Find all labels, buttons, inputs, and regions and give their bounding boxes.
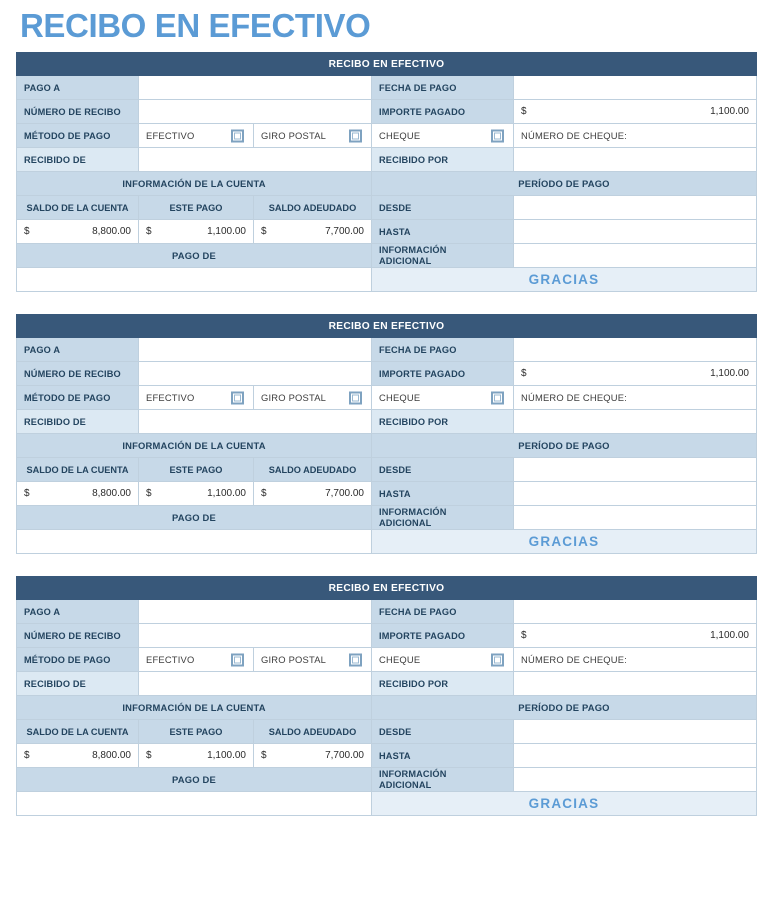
section-header-informacion-cuenta: INFORMACIÓN DE LA CUENTA <box>17 172 372 196</box>
value-saldo-adeudado[interactable] <box>254 744 372 768</box>
value-saldo-de-la-cuenta[interactable] <box>17 482 139 506</box>
option-giro-postal-label: GIRO POSTAL <box>261 654 327 665</box>
page-title: RECIBO EN EFECTIVO <box>20 7 371 44</box>
field-recibido-por[interactable] <box>514 148 757 172</box>
field-pago-a[interactable] <box>139 600 372 624</box>
receipt-banner <box>17 53 757 76</box>
section-header-periodo-de-pago: PERÍODO DE PAGO <box>372 696 757 720</box>
field-desde[interactable] <box>514 458 757 482</box>
field-informacion-adicional[interactable] <box>514 244 757 268</box>
label-pago-a: PAGO A <box>17 338 139 362</box>
label-numero-de-recibo: NÚMERO DE RECIBO <box>17 362 139 386</box>
column-saldo-adeudado: SALDO ADEUDADO <box>254 196 372 220</box>
row-account-columns <box>17 720 757 744</box>
field-desde[interactable] <box>514 196 757 220</box>
label-fecha-de-pago: FECHA DE PAGO <box>372 76 514 100</box>
row-section-headers <box>17 172 757 196</box>
option-efectivo-label: EFECTIVO <box>146 130 195 141</box>
row-recibido-de <box>17 410 757 434</box>
field-fecha-de-pago[interactable] <box>514 338 757 362</box>
option-cheque[interactable] <box>372 648 514 672</box>
row-account-values <box>17 220 757 244</box>
column-saldo-de-la-cuenta: SALDO DE LA CUENTA <box>17 458 139 482</box>
label-informacion-adicional <box>372 768 514 792</box>
value-saldo-de-la-cuenta[interactable] <box>17 744 139 768</box>
field-importe-pagado[interactable] <box>514 362 757 386</box>
field-fecha-de-pago[interactable] <box>514 76 757 100</box>
row-recibido-de <box>17 148 757 172</box>
receipt-block-2 <box>16 314 757 554</box>
section-header-pago-de: PAGO DE <box>17 506 372 530</box>
field-pago-de[interactable] <box>17 792 372 816</box>
receipt-banner <box>17 315 757 338</box>
field-importe-pagado[interactable] <box>514 624 757 648</box>
option-cheque[interactable] <box>372 124 514 148</box>
label-numero-de-recibo: NÚMERO DE RECIBO <box>17 624 139 648</box>
receipt-banner-text: RECIBO EN EFECTIVO <box>17 315 757 338</box>
field-hasta[interactable] <box>514 220 757 244</box>
field-pago-a[interactable] <box>139 76 372 100</box>
option-giro-postal[interactable] <box>254 648 372 672</box>
field-numero-de-recibo[interactable] <box>139 362 372 386</box>
option-efectivo[interactable] <box>139 124 254 148</box>
row-account-columns <box>17 196 757 220</box>
row-numero-de-recibo <box>17 362 757 386</box>
label-desde: DESDE <box>372 458 514 482</box>
value-saldo-de-la-cuenta[interactable] <box>17 220 139 244</box>
label-recibido-de: RECIBIDO DE <box>17 410 139 434</box>
field-numero-de-cheque[interactable]: NÚMERO DE CHEQUE: <box>514 648 757 672</box>
option-cheque-label: CHEQUE <box>379 130 421 141</box>
column-este-pago: ESTE PAGO <box>139 196 254 220</box>
field-numero-de-recibo[interactable] <box>139 624 372 648</box>
row-metodo-de-pago <box>17 386 757 410</box>
checkbox-giro-postal-icon[interactable] <box>349 653 362 666</box>
value-este-pago[interactable] <box>139 744 254 768</box>
currency-symbol: $ <box>146 750 152 761</box>
option-giro-postal[interactable] <box>254 124 372 148</box>
label-recibido-de: RECIBIDO DE <box>17 148 139 172</box>
column-saldo-de-la-cuenta: SALDO DE LA CUENTA <box>17 720 139 744</box>
receipt-block-3 <box>16 576 757 816</box>
checkbox-cheque-icon[interactable] <box>491 129 504 142</box>
option-efectivo-label: EFECTIVO <box>146 654 195 665</box>
row-pago-de-header <box>17 244 757 268</box>
column-saldo-de-la-cuenta: SALDO DE LA CUENTA <box>17 196 139 220</box>
option-efectivo[interactable] <box>139 386 254 410</box>
label-recibido-por: RECIBIDO POR <box>372 672 514 696</box>
field-recibido-por[interactable] <box>514 672 757 696</box>
importe-pagado-amount: 1,100.00 <box>710 630 749 641</box>
row-account-values <box>17 744 757 768</box>
saldo-de-la-cuenta-amount: 8,800.00 <box>92 226 131 237</box>
currency-symbol: $ <box>261 226 267 237</box>
currency-symbol: $ <box>521 630 527 641</box>
section-header-periodo-de-pago: PERÍODO DE PAGO <box>372 434 757 458</box>
field-numero-de-recibo[interactable] <box>139 100 372 124</box>
checkbox-efectivo-icon[interactable] <box>231 391 244 404</box>
currency-symbol: $ <box>521 368 527 379</box>
field-fecha-de-pago[interactable] <box>514 600 757 624</box>
saldo-de-la-cuenta-amount: 8,800.00 <box>92 750 131 761</box>
row-pago-a <box>17 600 757 624</box>
value-saldo-adeudado[interactable] <box>254 220 372 244</box>
receipt-banner <box>17 577 757 600</box>
field-pago-de[interactable] <box>17 530 372 554</box>
saldo-adeudado-amount: 7,700.00 <box>325 226 364 237</box>
label-informacion-adicional-line2: ADICIONAL <box>379 779 432 790</box>
option-giro-postal-label: GIRO POSTAL <box>261 392 327 403</box>
row-numero-de-recibo <box>17 624 757 648</box>
row-recibido-de <box>17 672 757 696</box>
checkbox-giro-postal-icon[interactable] <box>349 129 362 142</box>
field-recibido-de[interactable] <box>139 410 372 434</box>
label-informacion-adicional <box>372 244 514 268</box>
currency-symbol: $ <box>261 488 267 499</box>
row-numero-de-recibo <box>17 100 757 124</box>
value-este-pago[interactable] <box>139 482 254 506</box>
field-desde[interactable] <box>514 720 757 744</box>
currency-symbol: $ <box>24 750 30 761</box>
este-pago-amount: 1,100.00 <box>207 488 246 499</box>
thanks-message: GRACIAS <box>372 792 757 816</box>
label-desde: DESDE <box>372 196 514 220</box>
section-header-informacion-cuenta: INFORMACIÓN DE LA CUENTA <box>17 696 372 720</box>
row-metodo-de-pago <box>17 124 757 148</box>
label-recibido-por: RECIBIDO POR <box>372 148 514 172</box>
row-pago-de-value <box>17 792 757 816</box>
currency-symbol: $ <box>146 488 152 499</box>
este-pago-amount: 1,100.00 <box>207 226 246 237</box>
currency-symbol: $ <box>146 226 152 237</box>
label-recibido-por: RECIBIDO POR <box>372 410 514 434</box>
label-recibido-de: RECIBIDO DE <box>17 672 139 696</box>
field-numero-de-cheque[interactable]: NÚMERO DE CHEQUE: <box>514 124 757 148</box>
field-importe-pagado[interactable] <box>514 100 757 124</box>
label-metodo-de-pago: MÉTODO DE PAGO <box>17 648 139 672</box>
label-hasta: HASTA <box>372 220 514 244</box>
label-informacion-adicional-line1: INFORMACIÓN <box>379 769 447 780</box>
field-recibido-por[interactable] <box>514 410 757 434</box>
section-header-pago-de: PAGO DE <box>17 244 372 268</box>
field-numero-de-cheque[interactable]: NÚMERO DE CHEQUE: <box>514 386 757 410</box>
column-saldo-adeudado: SALDO ADEUDADO <box>254 458 372 482</box>
importe-pagado-amount: 1,100.00 <box>710 368 749 379</box>
field-hasta[interactable] <box>514 744 757 768</box>
saldo-adeudado-amount: 7,700.00 <box>325 750 364 761</box>
importe-pagado-amount: 1,100.00 <box>710 106 749 117</box>
section-header-periodo-de-pago: PERÍODO DE PAGO <box>372 172 757 196</box>
field-pago-a[interactable] <box>139 338 372 362</box>
value-este-pago[interactable] <box>139 220 254 244</box>
column-este-pago: ESTE PAGO <box>139 720 254 744</box>
option-cheque-label: CHEQUE <box>379 654 421 665</box>
section-header-pago-de: PAGO DE <box>17 768 372 792</box>
label-fecha-de-pago: FECHA DE PAGO <box>372 338 514 362</box>
field-recibido-de[interactable] <box>139 148 372 172</box>
field-pago-de[interactable] <box>17 268 372 292</box>
checkbox-giro-postal-icon[interactable] <box>349 391 362 404</box>
checkbox-cheque-icon[interactable] <box>491 653 504 666</box>
label-informacion-adicional-line2: ADICIONAL <box>379 255 432 266</box>
label-informacion-adicional-line2: ADICIONAL <box>379 517 432 528</box>
label-fecha-de-pago: FECHA DE PAGO <box>372 600 514 624</box>
row-pago-de-value <box>17 268 757 292</box>
saldo-adeudado-amount: 7,700.00 <box>325 488 364 499</box>
row-pago-de-header <box>17 768 757 792</box>
section-header-informacion-cuenta: INFORMACIÓN DE LA CUENTA <box>17 434 372 458</box>
thanks-message: GRACIAS <box>372 530 757 554</box>
field-informacion-adicional[interactable] <box>514 768 757 792</box>
receipt-banner-text: RECIBO EN EFECTIVO <box>17 577 757 600</box>
checkbox-efectivo-icon[interactable] <box>231 653 244 666</box>
currency-symbol: $ <box>24 226 30 237</box>
label-informacion-adicional <box>372 506 514 530</box>
receipt-banner-text: RECIBO EN EFECTIVO <box>17 53 757 76</box>
currency-symbol: $ <box>261 750 267 761</box>
option-cheque[interactable] <box>372 386 514 410</box>
option-efectivo[interactable] <box>139 648 254 672</box>
option-efectivo-label: EFECTIVO <box>146 392 195 403</box>
label-numero-de-recibo: NÚMERO DE RECIBO <box>17 100 139 124</box>
label-metodo-de-pago: MÉTODO DE PAGO <box>17 386 139 410</box>
column-saldo-adeudado: SALDO ADEUDADO <box>254 720 372 744</box>
option-giro-postal-label: GIRO POSTAL <box>261 130 327 141</box>
option-cheque-label: CHEQUE <box>379 392 421 403</box>
column-este-pago: ESTE PAGO <box>139 458 254 482</box>
label-importe-pagado: IMPORTE PAGADO <box>372 100 514 124</box>
option-giro-postal[interactable] <box>254 386 372 410</box>
row-pago-de-header <box>17 506 757 530</box>
row-section-headers <box>17 696 757 720</box>
row-pago-a <box>17 76 757 100</box>
label-importe-pagado: IMPORTE PAGADO <box>372 624 514 648</box>
checkbox-efectivo-icon[interactable] <box>231 129 244 142</box>
label-desde: DESDE <box>372 720 514 744</box>
receipt-block-1 <box>16 52 757 292</box>
saldo-de-la-cuenta-amount: 8,800.00 <box>92 488 131 499</box>
label-informacion-adicional-line1: INFORMACIÓN <box>379 507 447 518</box>
row-pago-de-value <box>17 530 757 554</box>
label-pago-a: PAGO A <box>17 600 139 624</box>
label-hasta: HASTA <box>372 482 514 506</box>
field-hasta[interactable] <box>514 482 757 506</box>
currency-symbol: $ <box>24 488 30 499</box>
field-informacion-adicional[interactable] <box>514 506 757 530</box>
currency-symbol: $ <box>521 106 527 117</box>
row-pago-a <box>17 338 757 362</box>
label-hasta: HASTA <box>372 744 514 768</box>
label-informacion-adicional-line1: INFORMACIÓN <box>379 245 447 256</box>
row-metodo-de-pago <box>17 648 757 672</box>
label-metodo-de-pago: MÉTODO DE PAGO <box>17 124 139 148</box>
field-recibido-de[interactable] <box>139 672 372 696</box>
row-account-values <box>17 482 757 506</box>
este-pago-amount: 1,100.00 <box>207 750 246 761</box>
row-account-columns <box>17 458 757 482</box>
thanks-message: GRACIAS <box>372 268 757 292</box>
checkbox-cheque-icon[interactable] <box>491 391 504 404</box>
label-pago-a: PAGO A <box>17 76 139 100</box>
row-section-headers <box>17 434 757 458</box>
value-saldo-adeudado[interactable] <box>254 482 372 506</box>
label-importe-pagado: IMPORTE PAGADO <box>372 362 514 386</box>
